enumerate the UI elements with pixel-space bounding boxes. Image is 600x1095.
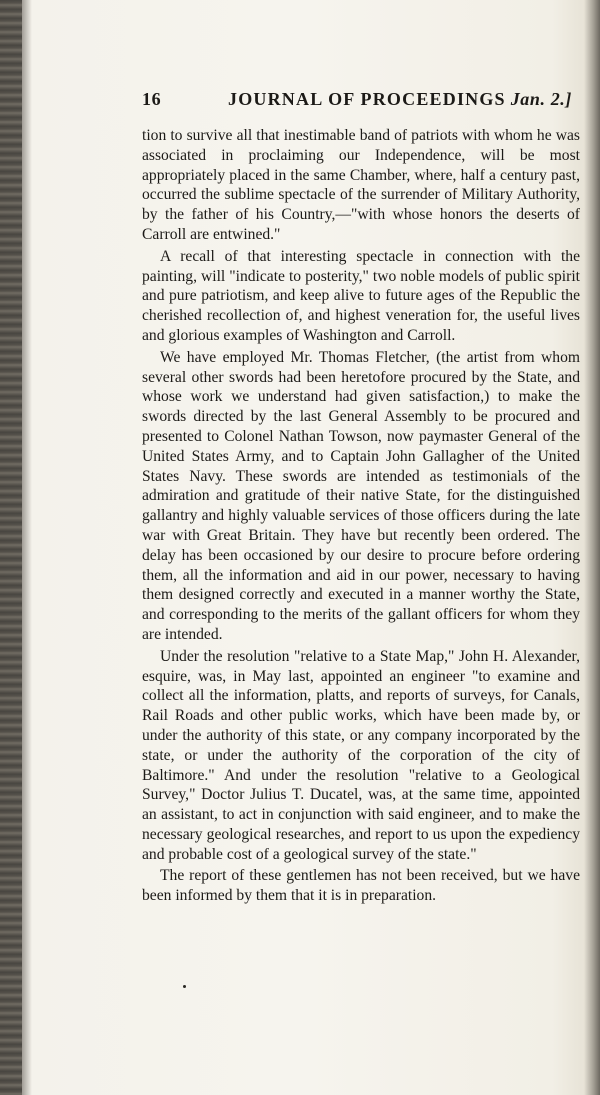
ink-speck — [183, 985, 186, 988]
paragraph-swords: We have employed Mr. Thomas Fletcher, (the artist from whom several other swords had been heretofore procured by the State, and whose work we understand had given satisfaction,) to make the swords directed by the last General Assembly to be procured and presented to Colonel Nathan Towson, now paymaster General of the United States Army, and to Captain John Gallagher of the United States Navy. These swords are intended as testimonials of the admiration and gratitude of their native State, for the distinguished gallantry and highly valuable services of those officers during the late war with Great Britain. They have but recently been ordered. The delay has been occasioned by our desire to procure before ordering them, all the information and aid in our power, necessary to having them designed correctly and executed in a manner worthy the State, and corresponding to the merits of the gallant officers for whom they are intended. — [142, 348, 580, 643]
binding-shadow — [22, 0, 32, 1095]
running-title: JOURNAL OF PROCEEDINGS — [228, 89, 506, 109]
paragraph-state-map: Under the resolution "relative to a State Map," John H. Alexander, esquire, was, in May last, appointed an engineer "to examine and collect all the information, platts, and reports of surveys, for Canals, Rail Roads and other public works, which have been made by, or under the authority of this state, or any company incorporated by the state, or under the authority of the corporation of the city of Baltimore." And under the resolution "relative to a Geological Survey," Doctor Julius T. Ducatel, was, at the same time, appointed an assistant, to act in conjunction with said engineer, and to make the necessary geological researches, and report to us upon the expediency and probable cost of a geological survey of the state." — [142, 647, 580, 863]
paragraph-report: The report of these gentlemen has not been received, but we have been informed by them that it is in preparation. — [142, 867, 580, 905]
body-text — [142, 126, 580, 908]
header-date: Jan. 2.] — [510, 89, 572, 109]
page-right-edge — [584, 0, 600, 1095]
page-binding-edge — [0, 0, 22, 1095]
page-number: 16 — [142, 89, 162, 109]
paragraph-continuation: tion to survive all that inestimable band of patriots with whom he was associated in proclaiming our Independence, will be most appropriately placed in the same Chamber, where, half a century past, occurred the sublime spectacle of the surrender of Military Authority, by the father of his Country,—"with whose honors the deserts of Carroll are entwined." — [142, 127, 580, 243]
page-header — [142, 89, 578, 119]
paragraph-recall: A recall of that interesting spectacle in connection with the painting, will "indicate to posterity," two noble models of public spirit and pure patriotism, and keep alive to future ages of the Republic the cherished recollection of, and highest veneration for, the useful lives and glorious examples of Washington and Carroll. — [142, 247, 580, 344]
